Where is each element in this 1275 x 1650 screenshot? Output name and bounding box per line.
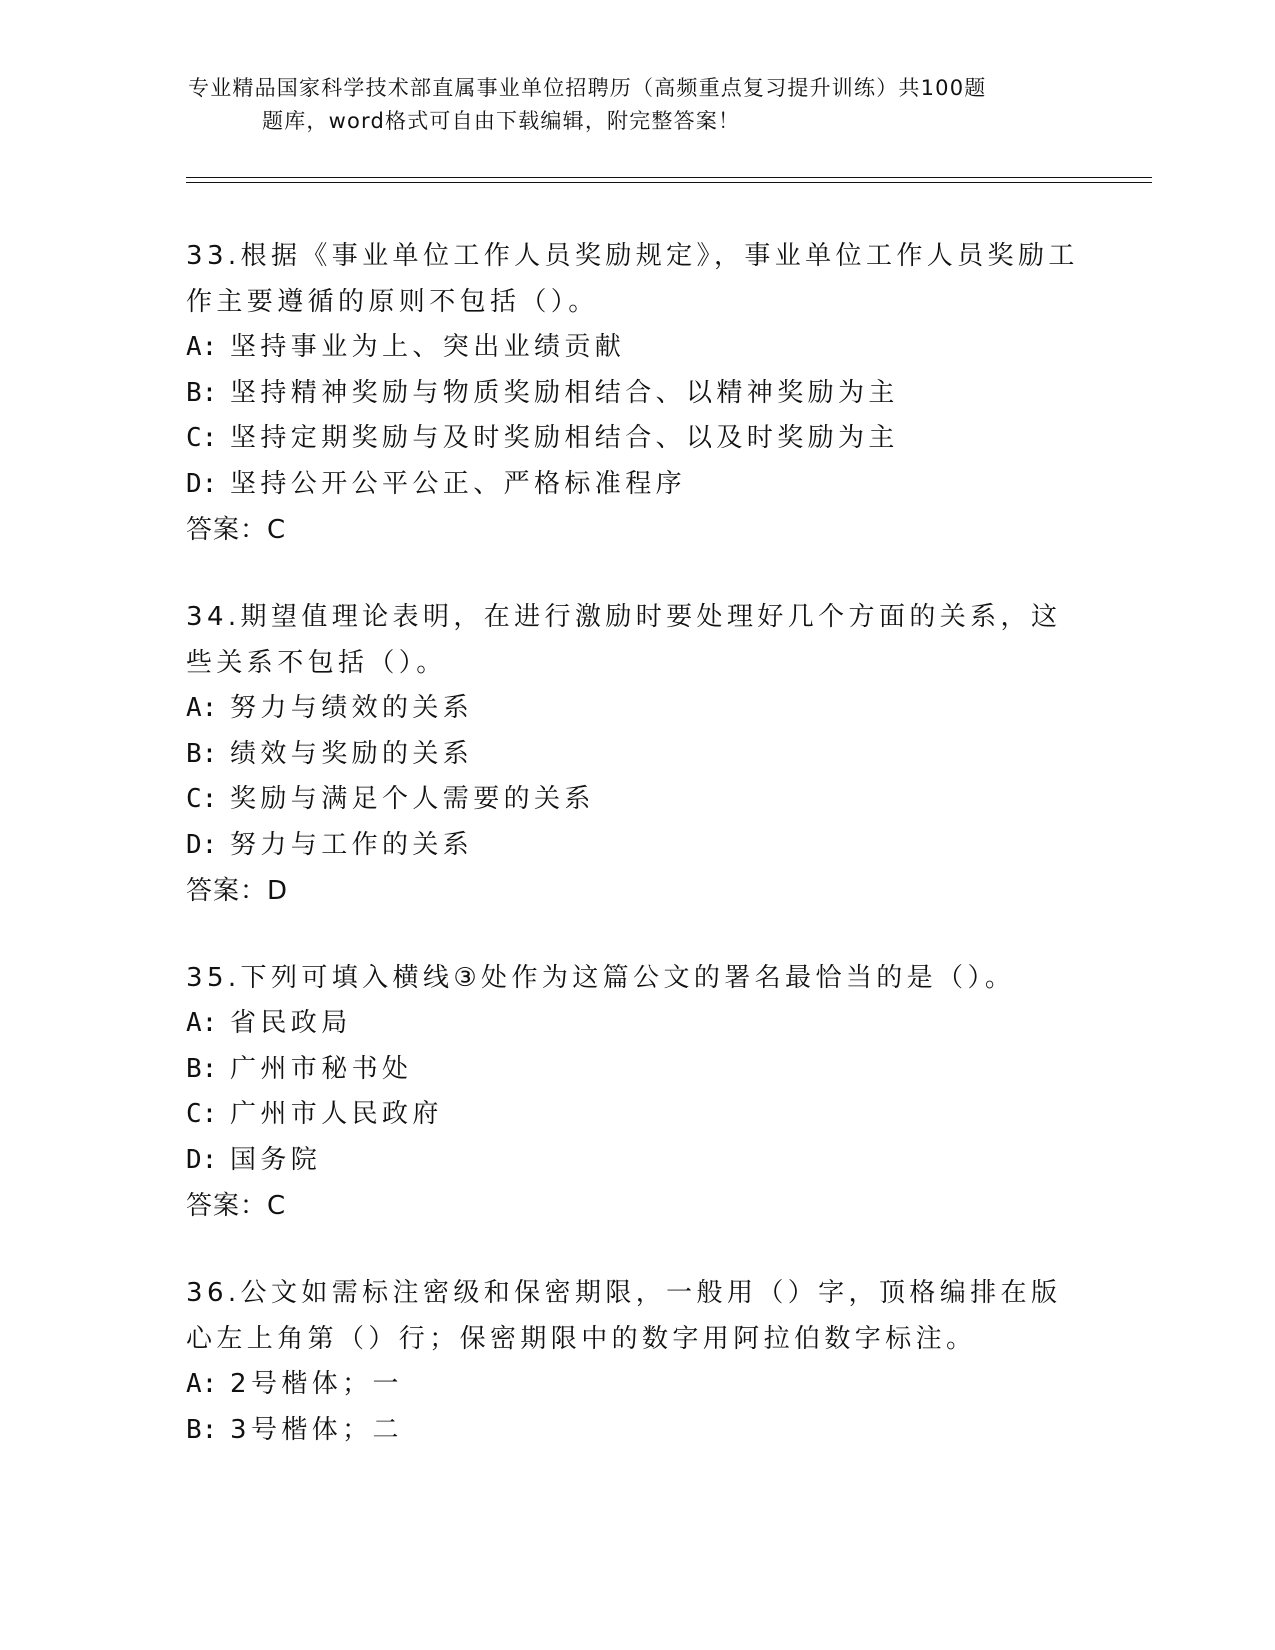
header-title-line-1: 专业精品国家科学技术部直属事业单位招聘历（高频重点复习提升训练）共100题 — [188, 76, 987, 100]
header-rule-top — [186, 177, 1152, 178]
option-d — [186, 462, 1086, 508]
option-letter: C: — [186, 1099, 218, 1129]
question-35 — [186, 955, 1086, 1229]
answer-line: 答案：D — [186, 876, 289, 906]
option-letter: A: — [186, 332, 218, 362]
option-b — [186, 732, 1086, 778]
option-letter: C: — [186, 784, 218, 814]
option-letter: D: — [186, 468, 218, 499]
option-text: 坚持精神奖励与物质奖励相结合、以精神奖励为主 — [230, 377, 899, 408]
option-b — [186, 371, 1086, 417]
option-text: 努力与工作的关系 — [230, 829, 474, 860]
option-text: 2号楷体；一 — [230, 1369, 403, 1399]
option-text: 广州市人民政府 — [230, 1099, 443, 1129]
option-letter: B: — [186, 1053, 218, 1084]
option-letter: B: — [186, 377, 218, 408]
question-33 — [186, 233, 1086, 553]
question-stem: 35.下列可填入横线③处作为这篇公文的署名最恰当的是（）。 — [186, 963, 1016, 993]
question-stem: 33.根据《事业单位工作人员奖励规定》，事业单位工作人员奖励工作主要遵循的原则不包括（）。 — [186, 241, 1079, 317]
option-letter: C: — [186, 423, 218, 453]
document-header — [188, 72, 1088, 138]
option-d — [186, 1138, 1086, 1184]
option-d — [186, 823, 1086, 869]
question-list — [186, 233, 1086, 1494]
option-a — [186, 686, 1086, 732]
option-b — [186, 1408, 1086, 1454]
question-36 — [186, 1270, 1086, 1453]
option-letter: B: — [186, 738, 218, 769]
question-stem: 36.公文如需标注密级和保密期限，一般用（）字，顶格编排在版心左上角第（）行；保密期限中的数字用阿拉伯数字标注。 — [186, 1278, 1062, 1354]
option-letter: D: — [186, 829, 218, 860]
question-stem: 34.期望值理论表明，在进行激励时要处理好几个方面的关系，这些关系不包括（）。 — [186, 602, 1062, 678]
option-letter: A: — [186, 1369, 218, 1399]
option-text: 坚持事业为上、突出业绩贡献 — [230, 332, 626, 362]
option-text: 绩效与奖励的关系 — [230, 738, 474, 769]
option-text: 3号楷体；二 — [230, 1414, 403, 1445]
option-text: 省民政局 — [230, 1008, 352, 1038]
option-letter: B: — [186, 1414, 218, 1445]
header-rule-bottom — [186, 182, 1152, 183]
answer-line: 答案：C — [186, 1191, 287, 1221]
option-c — [186, 416, 1086, 462]
question-34 — [186, 594, 1086, 914]
answer-line: 答案：C — [186, 515, 287, 545]
option-letter: D: — [186, 1144, 218, 1175]
option-a — [186, 1362, 1086, 1408]
option-c — [186, 1092, 1086, 1138]
header-title-line-2: 题库，word格式可自由下载编辑，附完整答案！ — [262, 109, 741, 133]
option-text: 广州市秘书处 — [230, 1053, 413, 1084]
option-text: 奖励与满足个人需要的关系 — [230, 784, 595, 814]
option-a — [186, 1001, 1086, 1047]
option-letter: A: — [186, 1008, 218, 1038]
option-b — [186, 1047, 1086, 1093]
option-letter: A: — [186, 693, 218, 723]
option-text: 坚持公开公平公正、严格标准程序 — [230, 468, 687, 499]
option-text: 努力与绩效的关系 — [230, 693, 474, 723]
option-a — [186, 325, 1086, 371]
option-c — [186, 777, 1086, 823]
option-text: 国务院 — [230, 1144, 322, 1175]
option-text: 坚持定期奖励与及时奖励相结合、以及时奖励为主 — [230, 423, 899, 453]
